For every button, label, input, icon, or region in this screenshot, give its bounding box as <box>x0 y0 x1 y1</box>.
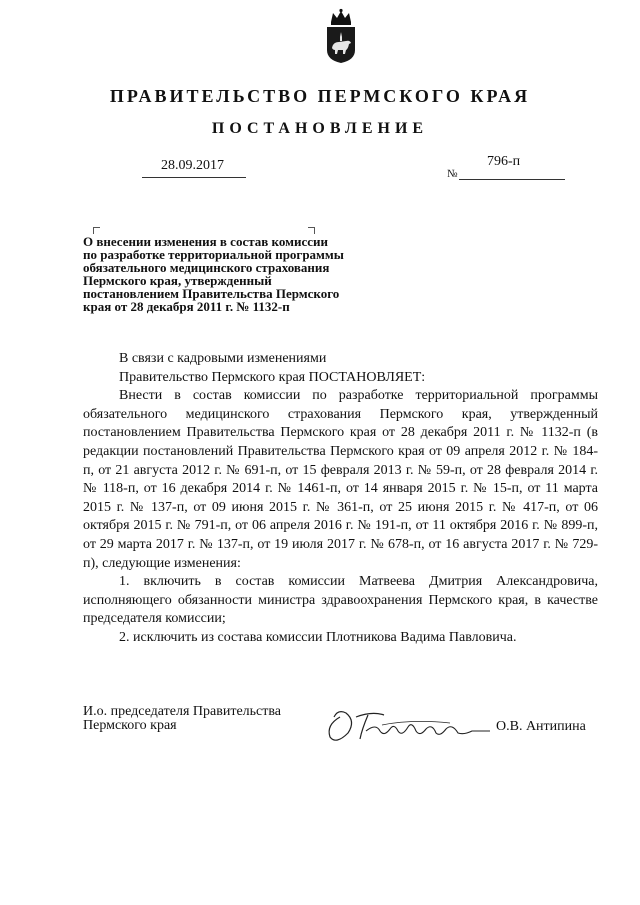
document-type: ПОСТАНОВЛЕНИЕ <box>211 120 429 137</box>
subject-line: Пермского края, утвержденный <box>83 273 272 288</box>
document-number: 796-п <box>487 154 521 169</box>
subject-line: постановлением Правительства Пермского <box>83 286 340 301</box>
subject-corner-right <box>308 227 315 234</box>
subject-line: края от 28 декабря 2011 г. № 1132-п <box>83 299 290 314</box>
coat-of-arms-icon <box>324 8 358 64</box>
preamble-paragraph: В связи с кадровыми изменениями <box>119 351 327 366</box>
number-label: № <box>447 168 458 180</box>
position-line: И.о. председателя Правительства <box>83 704 282 719</box>
handwritten-signature <box>322 705 492 745</box>
subject-line: по разработке территориальной программы <box>83 247 344 262</box>
main-paragraph: Внести в состав комиссии по разработке территориальной программы обязательного медицинского страхования Пермского края, утвержденный постановлением Правительства Пермского края от 28 декабря 2011 г. № 1132-п (в редакции постановлений Правительства Пермского края от 09 апреля 2012 г. № 184-п, от 21 августа 2012 г. № 691-п, от 15 февраля 2013 г. № 59-п, от 28 февраля 2014 г. № 118-п, от 16 декабря 2014 г. № 1461-п, от 14 января 2015 г. № 15-п, от 11 марта 2015 г. № 137-п, от 09 июня 2015 г. № 361-п, от 25 июня 2015 г. № 417-п, от 06 октября 2015 г. № 791-п, от 06 апреля 2016 г. № 191-п, от 11 октября 2016 г. № 899-п, от 29 марта 2017 г. № 137-п, от 19 июля 2017 г. № 678-п, от 16 августа 2017 г. № 729-п), следующие изменения: <box>83 388 598 571</box>
signatory-position <box>83 705 281 733</box>
subject-line: О внесении изменения в состав комиссии <box>83 234 328 249</box>
date-underline <box>142 177 246 178</box>
document-body <box>83 350 598 648</box>
document-date: 28.09.2017 <box>161 158 224 173</box>
government-title: ПРАВИТЕЛЬСТВО ПЕРМСКОГО КРАЯ <box>109 86 531 106</box>
subject-corner-left <box>93 227 100 234</box>
signatory-name: О.В. Антипина <box>496 719 586 734</box>
subject-line: обязательного медицинского страхования <box>83 260 330 275</box>
document-subject <box>83 235 403 313</box>
list-item-include: 1. включить в состав комиссии Матвеева Дмитрия Александровича, исполняющего обязанности министра здравоохранения Пермского края, в качестве председателя комиссии; <box>83 574 598 627</box>
position-line: Пермского края <box>83 718 177 733</box>
resolution-paragraph: Правительство Пермского края ПОСТАНОВЛЯЕТ: <box>119 369 426 385</box>
number-underline <box>459 179 565 180</box>
list-item-exclude: 2. исключить из состава комиссии Плотникова Вадима Павловича. <box>119 629 517 645</box>
